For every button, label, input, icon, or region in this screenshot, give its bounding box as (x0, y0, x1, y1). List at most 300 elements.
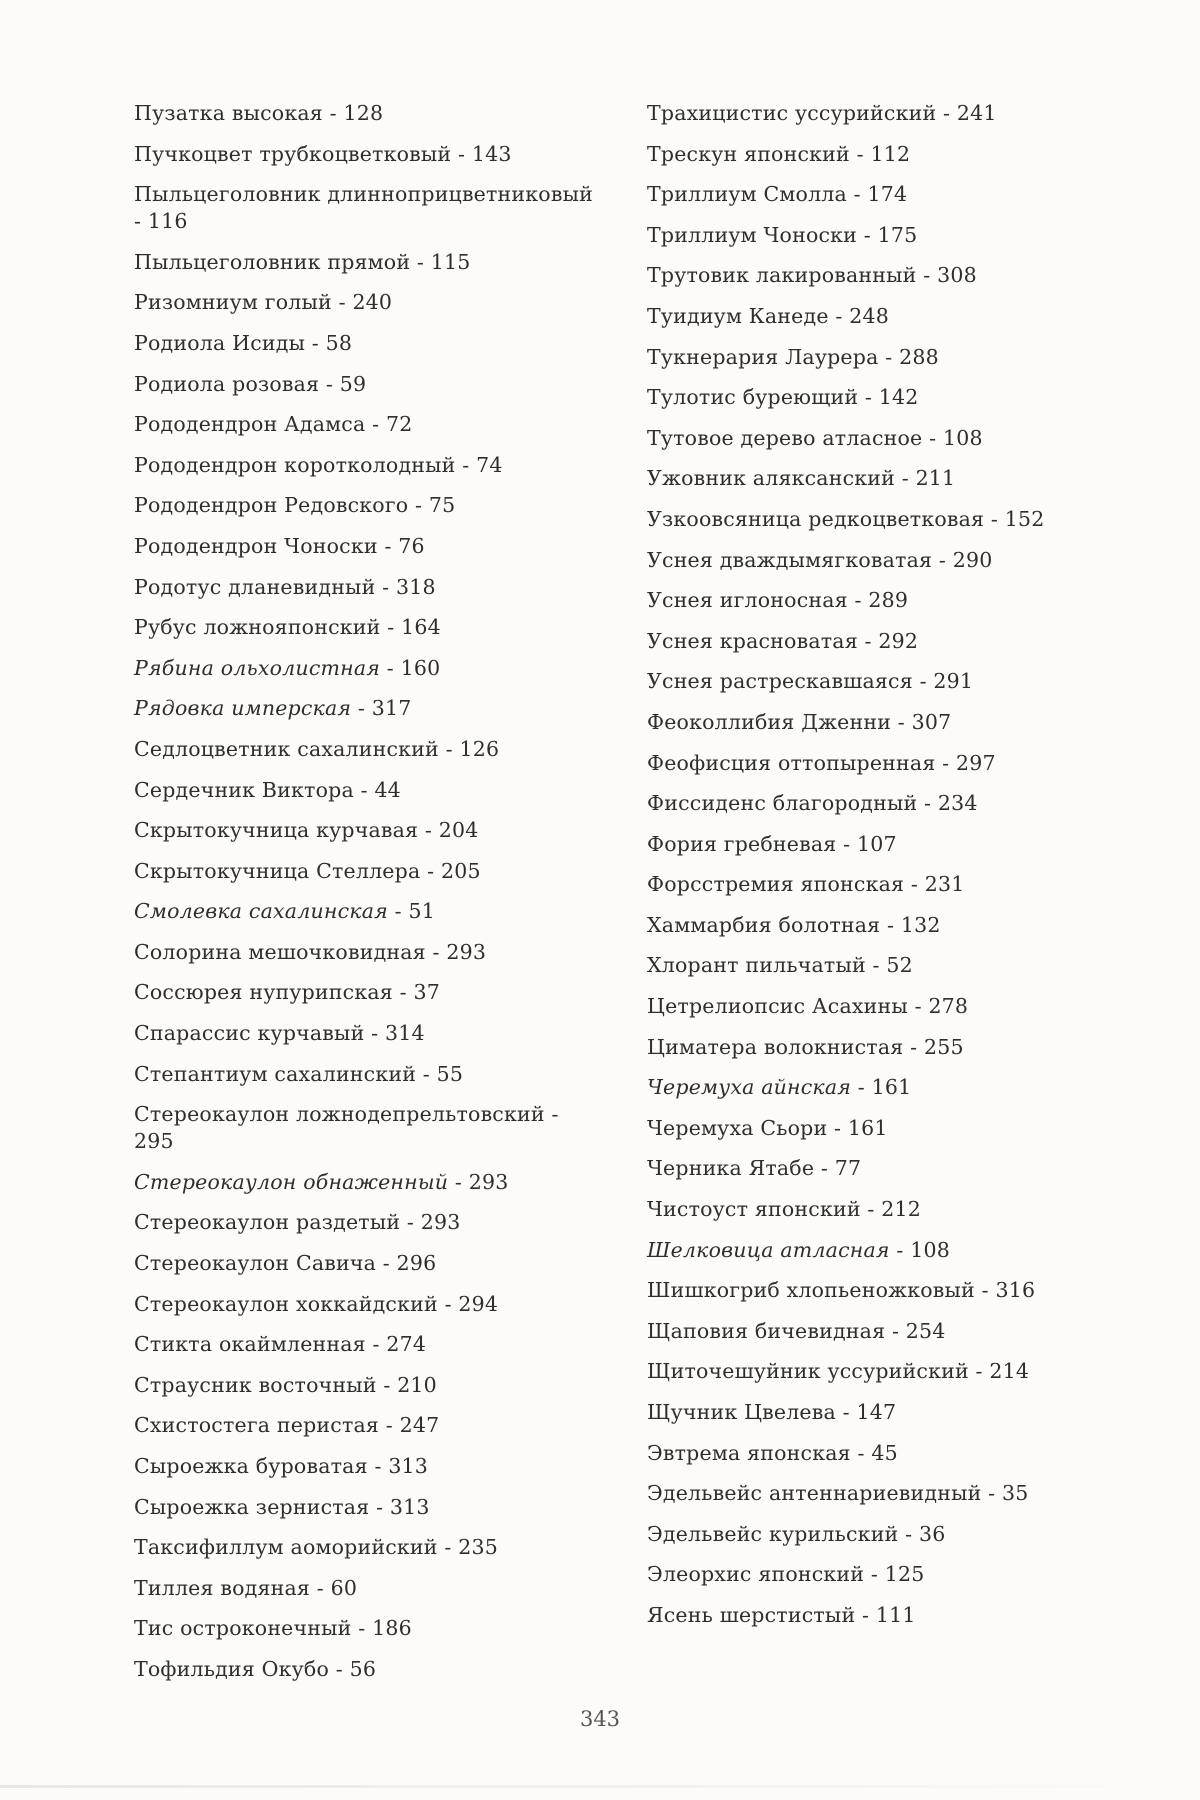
index-entry (647, 1480, 1117, 1521)
entry-page-number: 292 (878, 628, 919, 653)
entry-separator: - (936, 101, 957, 125)
entry-separator: - (376, 1251, 397, 1276)
index-entry (647, 100, 1117, 141)
entry-page-number: 115 (430, 249, 471, 274)
index-entry (134, 939, 604, 980)
entry-name: Тиллея водяная (134, 1575, 311, 1600)
entry-page-number: 318 (396, 574, 436, 599)
entry-name: Циматера волокнистая (647, 1034, 911, 1059)
index-entry (134, 1331, 604, 1372)
entry-page-number: 108 (910, 1237, 950, 1262)
entry-name: Феофисция оттопыренная (647, 750, 936, 775)
index-entry (647, 303, 1117, 344)
entry-name: Трутовик лакированный (647, 263, 917, 288)
index-entry (134, 1372, 604, 1413)
entry-separator: - (392, 980, 414, 1005)
entry-page-number: 234 (937, 791, 978, 816)
entry-page-number: 76 (398, 533, 425, 558)
entry-page-number: 212 (881, 1197, 921, 1222)
entry-name: Стереокаулон раздетый (134, 1210, 401, 1235)
entry-separator: - (865, 953, 887, 978)
entry-separator: - (858, 385, 879, 410)
entry-separator: - (377, 533, 399, 558)
entry-separator: - (935, 750, 957, 775)
entry-page-number: 241 (956, 101, 997, 125)
index-column-left (134, 100, 604, 1697)
entry-separator: - (857, 628, 879, 653)
index-entry (647, 1602, 1117, 1643)
entry-name: Уснея дваждымягковатая (647, 547, 933, 572)
entry-page-number: 58 (325, 330, 353, 355)
entry-page-number: 295 (134, 1129, 174, 1154)
scan-edge (0, 1785, 1200, 1788)
entry-separator: - (365, 1332, 387, 1357)
entry-separator: - (400, 1210, 421, 1235)
entry-page-number: 231 (924, 872, 965, 897)
entry-name: Смолевка сахалинская (134, 899, 388, 924)
index-entry (647, 1440, 1117, 1481)
entry-separator: - (410, 249, 431, 274)
entry-page-number: 210 (397, 1372, 437, 1397)
index-entry (647, 1399, 1117, 1440)
entry-page-number: 108 (942, 425, 983, 450)
entry-name: Черемуха айнская (647, 1075, 852, 1100)
entry-page-number: 235 (458, 1535, 498, 1560)
index-entry (134, 492, 604, 533)
index-entry (647, 993, 1117, 1034)
entry-page-number: 255 (923, 1034, 964, 1059)
index-entry (647, 628, 1117, 669)
entry-page-number: 254 (905, 1318, 946, 1343)
index-entry (134, 1534, 604, 1575)
entry-name: Сыроежка буроватая (134, 1454, 368, 1478)
entry-page-number: 160 (400, 655, 441, 680)
entry-name: Хаммарбия болотная (647, 912, 881, 937)
entry-name: Триллиум Чоноски (647, 222, 858, 247)
entry-name: Рододендрон Адамса (134, 412, 366, 437)
entry-separator: - (984, 506, 1005, 531)
entry-name: Рубус ложнояпонский (134, 615, 388, 640)
entry-separator: - (305, 330, 326, 355)
entry-separator: - (418, 818, 439, 843)
page-number: 343 (579, 1707, 621, 1731)
entry-page-number: 112 (870, 141, 911, 166)
entry-name: Схистостега перистая (134, 1413, 380, 1438)
entry-name: Черемуха Сьори (647, 1115, 828, 1140)
entry-separator: - (437, 1291, 459, 1316)
index-entry (134, 141, 604, 182)
entry-page-number: 297 (956, 750, 996, 775)
index-entry (647, 587, 1117, 628)
entry-name: Таксифиллум аоморийский (134, 1535, 438, 1560)
entry-separator: - (329, 1656, 350, 1681)
index-entry (647, 181, 1117, 222)
entry-separator: - (351, 696, 372, 721)
entry-name: Форсстремия японская (647, 872, 905, 897)
entry-page-number: 211 (915, 466, 956, 491)
entry-name: Стереокаулон ложнодепрельтовский (134, 1102, 545, 1127)
entry-separator: - (916, 263, 938, 288)
entry-separator: - (416, 1061, 437, 1086)
entry-name: Тутовое дерево атласное (647, 425, 923, 450)
entry-separator: - (437, 1535, 459, 1560)
entry-page-number: 274 (386, 1332, 427, 1357)
entry-separator: - (451, 141, 472, 166)
entry-name: Пыльцеголовник длинноприцветниковый (134, 182, 593, 207)
index-entry (647, 1115, 1117, 1156)
index-entry (134, 371, 604, 412)
entry-name: Чистоуст японский (647, 1197, 861, 1222)
entry-name: Шишкогриб хлопьеножковый (647, 1278, 975, 1303)
entry-separator: - (878, 344, 900, 369)
entry-page-number: 291 (933, 669, 974, 694)
index-entry (134, 898, 604, 939)
entry-page-number: 152 (1004, 506, 1045, 531)
entry-page-number: 174 (867, 182, 908, 207)
entry-name: Сыроежка зернистая (134, 1494, 370, 1519)
index-entry (134, 1209, 604, 1250)
index-entry (134, 1020, 604, 1061)
index-entry (647, 871, 1117, 912)
entry-separator: - (968, 1359, 990, 1384)
index-entry (647, 750, 1117, 791)
index-entry (647, 262, 1117, 303)
entry-separator: - (907, 994, 929, 1019)
entry-name: Рододендрон Редовского (134, 493, 409, 518)
entry-page-number: 296 (396, 1251, 437, 1276)
entry-name: Стереокаулон хоккайдский (134, 1291, 438, 1316)
entry-separator: - (855, 1602, 876, 1627)
entry-name: Ризомниум голый (134, 290, 332, 315)
index-entry (134, 817, 604, 858)
entry-separator: - (310, 1575, 331, 1600)
entry-separator: - (904, 872, 925, 897)
entry-separator: - (917, 791, 938, 816)
entry-page-number: 60 (330, 1575, 358, 1600)
index-entry (647, 344, 1117, 385)
entry-separator: - (351, 1616, 373, 1641)
index-entry (134, 1291, 604, 1332)
index-entry (134, 452, 604, 493)
entry-page-number: 59 (339, 371, 367, 396)
entry-name: Уснея иглоносная (647, 588, 848, 613)
entry-separator: - (898, 1521, 919, 1546)
entry-name: Уснея красноватая (647, 628, 858, 653)
entry-separator: - (353, 777, 375, 802)
entry-page-number: 313 (389, 1494, 430, 1519)
entry-name: Эдельвейс антеннариевидный (647, 1481, 982, 1506)
index-entry (647, 1277, 1117, 1318)
entry-name: Щучник Цвелева (647, 1400, 836, 1424)
index-entry (647, 506, 1117, 547)
entry-page-number: 72 (385, 412, 413, 437)
index-entry (647, 831, 1117, 872)
entry-name: Рябина ольхолистная (134, 655, 381, 680)
entry-page-number: 288 (899, 344, 939, 369)
index-entry (134, 533, 604, 574)
index-entry (134, 736, 604, 777)
entry-name: Спарассис курчавый (134, 1021, 365, 1046)
entry-separator: - (850, 1440, 872, 1465)
entry-separator: - (376, 1372, 398, 1397)
entry-separator: - (375, 574, 396, 599)
entry-name: Щиточешуйник уссурийский (647, 1359, 969, 1384)
index-entry (647, 1034, 1117, 1075)
entry-name: Пыльцеголовник прямой (134, 249, 411, 274)
index-entry (647, 790, 1117, 831)
index-entry (134, 330, 604, 371)
index-entry (134, 1412, 604, 1453)
entry-name: Скрытокучница Стеллера (134, 858, 421, 883)
index-entry (647, 1521, 1117, 1562)
entry-separator: - (889, 1237, 911, 1262)
entry-name: Соссюрея нупурипская (134, 980, 393, 1005)
entry-page-number: 74 (476, 452, 503, 477)
index-entry (134, 574, 604, 615)
entry-page-number: 248 (849, 303, 889, 328)
entry-name: Эвтрема японская (647, 1440, 851, 1465)
entry-name: Узкоовсяница редкоцветковая (647, 506, 985, 531)
index-entry (134, 411, 604, 452)
entry-name: Фиссиденс благородный (647, 791, 918, 816)
entry-separator: - (438, 736, 460, 761)
entry-name: Пузатка высокая (134, 101, 323, 125)
index-entry (647, 1358, 1117, 1399)
entry-name: Элеорхис японский (647, 1562, 865, 1587)
entry-name: Трахицистис уссурийский (647, 101, 937, 125)
entry-separator: - (544, 1102, 559, 1127)
entry-name: Тис остроконечный (134, 1616, 352, 1641)
entry-page-number: 161 (871, 1075, 912, 1100)
entry-separator: - (860, 1197, 882, 1222)
index-entry (647, 222, 1117, 263)
entry-separator: - (827, 1115, 848, 1140)
entry-name: Ясень шерстистый (647, 1602, 856, 1627)
entry-page-number: 290 (952, 547, 993, 572)
index-entry (134, 1061, 604, 1102)
entry-name: Туидиум Канеде (647, 303, 829, 328)
entry-page-number: 164 (401, 615, 441, 640)
entry-separator: - (912, 669, 934, 694)
entry-name: Щаповия бичевидная (647, 1318, 892, 1343)
entry-name: Тукнерария Лаурера (647, 344, 879, 369)
index-entry (134, 858, 604, 899)
entry-page-number: 214 (989, 1359, 1030, 1384)
index-entry (134, 289, 604, 330)
index-entry (647, 1155, 1117, 1196)
index-entry (647, 1074, 1117, 1115)
entry-page-number: 161 (847, 1115, 888, 1140)
index-entry (134, 979, 604, 1020)
entry-name: Стереокаулон Савича (134, 1251, 377, 1276)
entry-separator: - (369, 1494, 390, 1519)
entry-separator: - (448, 1169, 469, 1194)
entry-page-number: 107 (856, 831, 897, 856)
index-entry (134, 1615, 604, 1656)
index-column-right (647, 100, 1117, 1643)
entry-separator: - (319, 371, 340, 396)
index-entry (647, 384, 1117, 425)
entry-page-number: 75 (428, 493, 456, 518)
entry-name: Феоколлибия Дженни (647, 709, 892, 734)
entry-page-number: 313 (388, 1454, 429, 1478)
index-entry (134, 1575, 604, 1616)
entry-page-number: 116 (147, 209, 188, 234)
index-entry (134, 1453, 604, 1494)
index-entry (134, 695, 604, 736)
entry-name: Рядовка имперская (134, 696, 352, 721)
entry-page-number: 143 (471, 141, 512, 166)
index-entry (134, 249, 604, 290)
entry-page-number: 247 (399, 1413, 440, 1438)
index-entry (647, 1237, 1117, 1278)
entry-name: Хлорант пильчатый (647, 953, 866, 978)
entry-separator: - (432, 939, 447, 964)
entry-page-number: 142 (878, 385, 919, 410)
entry-page-number: 278 (928, 994, 969, 1019)
index-entry (134, 1250, 604, 1291)
entry-name: Родотус дланевидный (134, 574, 376, 599)
entry-separator: - (864, 1562, 885, 1587)
entry-page-number: 111 (875, 1602, 916, 1627)
index-entry (647, 465, 1117, 506)
index-entry (134, 1169, 604, 1210)
entry-separator: - (387, 899, 409, 924)
entry-page-number: 293 (468, 1169, 509, 1194)
entry-separator: - (895, 466, 916, 491)
index-entry (647, 912, 1117, 953)
entry-separator: - (974, 1278, 996, 1303)
index-entry (647, 709, 1117, 750)
entry-separator: - (891, 709, 912, 734)
entry-separator: - (331, 290, 353, 315)
entry-name: Пучкоцвет трубкоцветковый (134, 141, 452, 166)
entry-page-number: 126 (459, 736, 500, 761)
index-entry (647, 1196, 1117, 1237)
entry-separator: - (880, 912, 901, 937)
entry-name: Шелковица атласная (647, 1237, 890, 1262)
index-entry (647, 1318, 1117, 1359)
entry-page-number: 317 (371, 696, 412, 721)
entry-page-number: 51 (408, 899, 435, 924)
entry-page-number: 293 (446, 939, 487, 964)
entry-name: Рододендрон коротколодный (134, 452, 456, 477)
entry-page-number: 35 (1002, 1481, 1029, 1506)
entry-separator: - (981, 1481, 1003, 1506)
index-entry (134, 655, 604, 696)
entry-name: Цетрелиопсис Асахины (647, 994, 908, 1019)
entry-name: Уснея растрескавшаяся (647, 669, 913, 694)
index-entry (647, 547, 1117, 588)
entry-separator: - (847, 588, 869, 613)
entry-name: Тулотис буреющий (647, 385, 859, 410)
entry-name: Стикта окаймленная (134, 1332, 366, 1357)
entry-separator: - (891, 1318, 906, 1343)
entry-name: Рододендрон Чоноски (134, 533, 378, 558)
entry-page-number: 205 (440, 858, 481, 883)
entry-name: Седлоцветник сахалинский (134, 736, 439, 761)
entry-page-number: 44 (374, 777, 401, 802)
entry-separator: - (455, 452, 477, 477)
entry-name: Солорина мешочковидная (134, 939, 433, 964)
entry-page-number: 52 (886, 953, 913, 978)
entry-page-number: 308 (937, 263, 977, 288)
index-entry (647, 668, 1117, 709)
index-entry (134, 1494, 604, 1535)
entry-name: Степантиум сахалинский (134, 1061, 417, 1086)
index-entry (134, 1656, 604, 1697)
entry-separator: - (922, 425, 943, 450)
index-entry (647, 141, 1117, 182)
entry-page-number: 204 (438, 818, 479, 843)
entry-separator: - (932, 547, 953, 572)
entry-separator: - (835, 1400, 857, 1424)
entry-page-number: 240 (352, 290, 393, 315)
entry-page-number: 36 (918, 1521, 946, 1546)
entry-separator: - (380, 655, 401, 680)
entry-page-number: 294 (458, 1291, 499, 1316)
entry-name: Сердечник Виктора (134, 777, 354, 802)
entry-separator: - (857, 222, 878, 247)
entry-name: Родиола Исиды (134, 330, 306, 355)
entry-page-number: 45 (871, 1440, 898, 1465)
entry-separator: - (420, 858, 441, 883)
entry-separator: - (365, 412, 386, 437)
index-entry (134, 777, 604, 818)
entry-name: Страусник восточный (134, 1372, 377, 1397)
entry-name: Тофильдия Окубо (134, 1656, 330, 1681)
entry-separator: - (364, 1021, 385, 1046)
entry-name: Родиола розовая (134, 371, 320, 396)
index-entry (134, 100, 604, 141)
index-entry (134, 614, 604, 655)
entry-separator: - (846, 182, 868, 207)
entry-separator: - (851, 1075, 872, 1100)
entry-name: Черника Ятабе (647, 1156, 815, 1181)
entry-separator: - (134, 209, 148, 234)
entry-page-number: 55 (436, 1061, 464, 1086)
entry-separator: - (828, 303, 850, 328)
entry-page-number: 37 (413, 980, 440, 1005)
index-entry (134, 1101, 604, 1155)
entry-page-number: 56 (349, 1656, 377, 1681)
entry-separator: - (387, 615, 402, 640)
entry-name: Скрытокучница курчавая (134, 818, 419, 843)
index-entry (647, 425, 1117, 466)
entry-separator: - (379, 1413, 400, 1438)
entry-page-number: 132 (900, 912, 941, 937)
entry-page-number: 125 (884, 1562, 925, 1587)
entry-page-number: 77 (834, 1156, 862, 1181)
entry-name: Триллиум Смолла (647, 182, 847, 207)
entry-separator: - (814, 1156, 835, 1181)
entry-page-number: 186 (372, 1616, 412, 1641)
entry-page-number: 128 (343, 101, 384, 125)
entry-page-number: 147 (856, 1400, 897, 1424)
entry-separator: - (367, 1454, 389, 1478)
index-entry (134, 181, 604, 235)
entry-name: Фория гребневая (647, 831, 837, 856)
entry-name: Стереокаулон обнаженный (134, 1169, 449, 1194)
entry-name: Эдельвейс курильский (647, 1521, 899, 1546)
index-entry (647, 952, 1117, 993)
entry-separator: - (910, 1034, 924, 1059)
entry-page-number: 293 (420, 1210, 461, 1235)
entry-separator: - (849, 141, 871, 166)
entry-separator: - (408, 493, 429, 518)
entry-page-number: 289 (868, 588, 909, 613)
entry-page-number: 175 (877, 222, 918, 247)
